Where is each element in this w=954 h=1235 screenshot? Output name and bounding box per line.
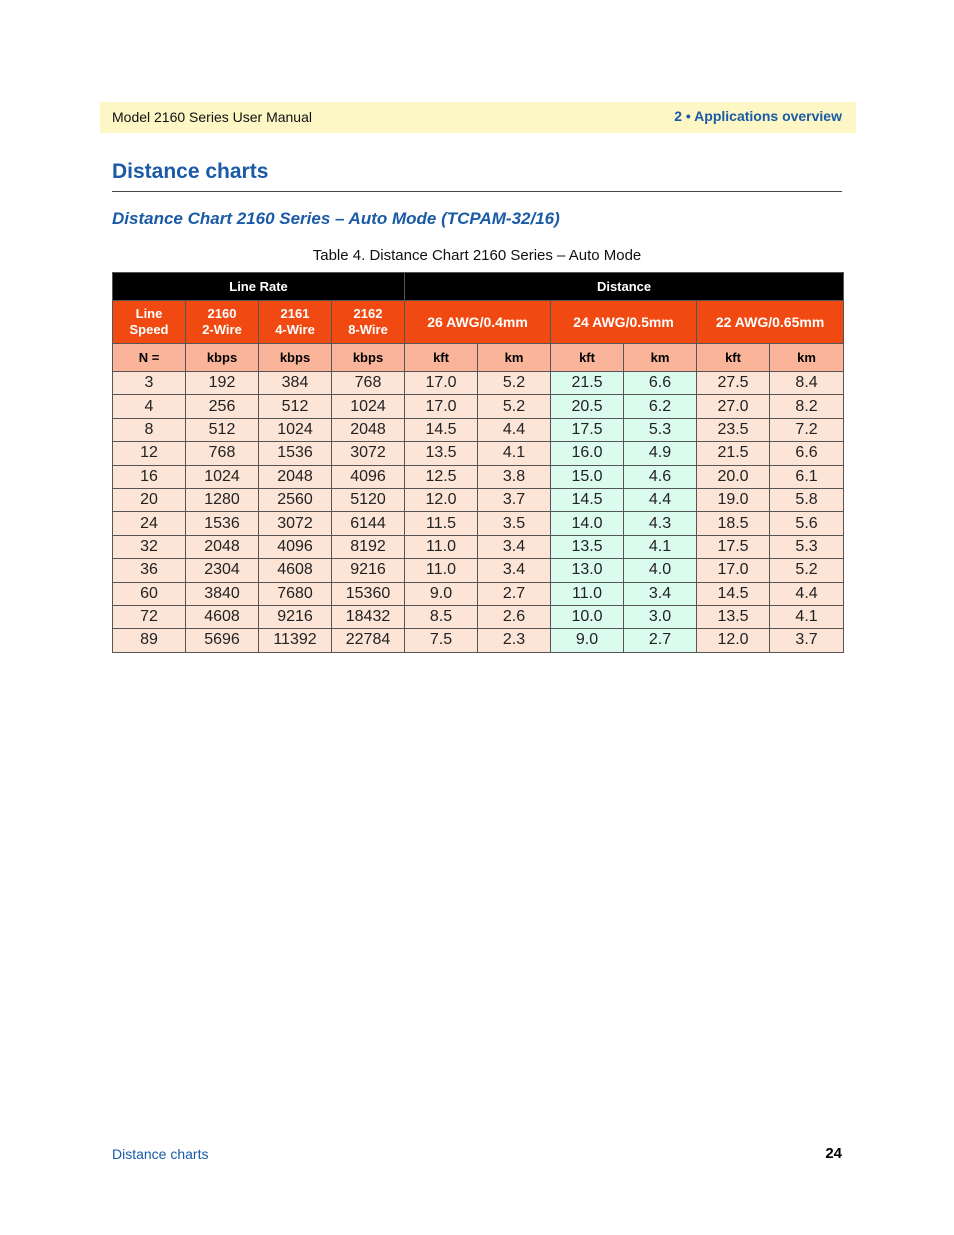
- table-cell: 2.6: [478, 605, 551, 628]
- table-cell: 13.5: [697, 605, 770, 628]
- column-header-row: [113, 301, 844, 344]
- awg24-header: 24 AWG/0.5mm: [551, 301, 697, 344]
- table-cell: 11.0: [405, 559, 478, 582]
- table-cell: 4.4: [770, 582, 844, 605]
- table-cell: 21.5: [551, 372, 624, 395]
- table-cell: 4.1: [624, 535, 697, 558]
- table-cell: 13.5: [405, 442, 478, 465]
- table-cell: 36: [113, 559, 186, 582]
- table-cell: 1024: [186, 465, 259, 488]
- table-cell: 20.0: [697, 465, 770, 488]
- table-cell: 5.2: [478, 395, 551, 418]
- table-cell: 5.2: [770, 559, 844, 582]
- chapter-link[interactable]: 2 • Applications overview: [674, 108, 842, 124]
- table-cell: 9.0: [551, 629, 624, 652]
- table-cell: 9216: [332, 559, 405, 582]
- table-row: [113, 629, 844, 652]
- model-2160-header: 2160 2-Wire: [186, 301, 259, 344]
- table-cell: 17.0: [697, 559, 770, 582]
- unit-cell: kft: [697, 344, 770, 372]
- table-cell: 6.2: [624, 395, 697, 418]
- table-cell: 18432: [332, 605, 405, 628]
- table-cell: 4608: [186, 605, 259, 628]
- table-cell: 60: [113, 582, 186, 605]
- subsection-title: Distance Chart 2160 Series – Auto Mode (TCPAM-32/16): [112, 209, 560, 228]
- table-cell: 4: [113, 395, 186, 418]
- table-cell: 8192: [332, 535, 405, 558]
- running-header: [100, 102, 856, 133]
- table-cell: 512: [259, 395, 332, 418]
- table-cell: 7.2: [770, 418, 844, 441]
- table-cell: 4.9: [624, 442, 697, 465]
- table-cell: 2048: [259, 465, 332, 488]
- table-cell: 13.5: [551, 535, 624, 558]
- table-cell: 20: [113, 488, 186, 511]
- table-cell: 4096: [259, 535, 332, 558]
- table-cell: 18.5: [697, 512, 770, 535]
- table-cell: 12.0: [697, 629, 770, 652]
- table-cell: 23.5: [697, 418, 770, 441]
- table-row: [113, 488, 844, 511]
- line-rate-header: Line Rate: [113, 273, 405, 301]
- table-cell: 11.0: [551, 582, 624, 605]
- table-cell: 5.8: [770, 488, 844, 511]
- unit-cell: kbps: [259, 344, 332, 372]
- table-cell: 19.0: [697, 488, 770, 511]
- table-cell: 3.0: [624, 605, 697, 628]
- table-cell: 6.6: [624, 372, 697, 395]
- table-cell: 15360: [332, 582, 405, 605]
- unit-cell: km: [624, 344, 697, 372]
- model-2161-header: 2161 4-Wire: [259, 301, 332, 344]
- table-row: [113, 372, 844, 395]
- unit-cell: km: [770, 344, 844, 372]
- table-cell: 9.0: [405, 582, 478, 605]
- table-cell: 7.5: [405, 629, 478, 652]
- table-cell: 21.5: [697, 442, 770, 465]
- table-cell: 17.5: [697, 535, 770, 558]
- table-cell: 11.0: [405, 535, 478, 558]
- table-cell: 7680: [259, 582, 332, 605]
- table-cell: 4.0: [624, 559, 697, 582]
- table-cell: 15.0: [551, 465, 624, 488]
- table-cell: 1536: [259, 442, 332, 465]
- table-cell: 1024: [259, 418, 332, 441]
- table-cell: 8.5: [405, 605, 478, 628]
- table-cell: 4.1: [478, 442, 551, 465]
- table-cell: 11.5: [405, 512, 478, 535]
- unit-cell: kft: [405, 344, 478, 372]
- page-number: 24: [825, 1145, 842, 1162]
- table-cell: 17.0: [405, 372, 478, 395]
- table-cell: 8: [113, 418, 186, 441]
- table-cell: 8.4: [770, 372, 844, 395]
- table-cell: 4.1: [770, 605, 844, 628]
- table-cell: 5.3: [624, 418, 697, 441]
- manual-title: Model 2160 Series User Manual: [112, 109, 312, 125]
- table-cell: 12.0: [405, 488, 478, 511]
- table-row: [113, 442, 844, 465]
- table-cell: 384: [259, 372, 332, 395]
- table-cell: 3.4: [478, 535, 551, 558]
- table-cell: 3.4: [478, 559, 551, 582]
- table-row: [113, 512, 844, 535]
- table-cell: 1536: [186, 512, 259, 535]
- table-cell: 4608: [259, 559, 332, 582]
- unit-cell: kbps: [332, 344, 405, 372]
- table-cell: 27.5: [697, 372, 770, 395]
- table-cell: 1024: [332, 395, 405, 418]
- table-cell: 256: [186, 395, 259, 418]
- footer-section-link[interactable]: Distance charts: [112, 1146, 209, 1162]
- table-cell: 27.0: [697, 395, 770, 418]
- table-cell: 17.0: [405, 395, 478, 418]
- table-cell: 2.7: [624, 629, 697, 652]
- table-row: [113, 605, 844, 628]
- table-cell: 4.3: [624, 512, 697, 535]
- table-cell: 6.6: [770, 442, 844, 465]
- group-header-row: [113, 273, 844, 301]
- table-cell: 89: [113, 629, 186, 652]
- table-cell: 1280: [186, 488, 259, 511]
- table-cell: 192: [186, 372, 259, 395]
- table-cell: 512: [186, 418, 259, 441]
- model-2162-header: 2162 8-Wire: [332, 301, 405, 344]
- table-body: [113, 372, 844, 653]
- table-cell: 2560: [259, 488, 332, 511]
- distance-header: Distance: [405, 273, 844, 301]
- unit-cell: kft: [551, 344, 624, 372]
- table-cell: 5.3: [770, 535, 844, 558]
- table-cell: 4.4: [478, 418, 551, 441]
- table-cell: 3072: [259, 512, 332, 535]
- table-row: [113, 582, 844, 605]
- section-title: Distance charts: [112, 160, 269, 183]
- table-cell: 2048: [186, 535, 259, 558]
- table-cell: 3072: [332, 442, 405, 465]
- table-cell: 24: [113, 512, 186, 535]
- table-cell: 9216: [259, 605, 332, 628]
- table-cell: 5120: [332, 488, 405, 511]
- table-cell: 17.5: [551, 418, 624, 441]
- table-row: [113, 559, 844, 582]
- line-speed-header: Line Speed: [113, 301, 186, 344]
- table-row: [113, 418, 844, 441]
- unit-row: [113, 344, 844, 372]
- table-cell: 2.7: [478, 582, 551, 605]
- table-cell: 768: [186, 442, 259, 465]
- table-cell: 6144: [332, 512, 405, 535]
- table-cell: 3840: [186, 582, 259, 605]
- table-caption: Table 4. Distance Chart 2160 Series – Auto Mode: [312, 247, 642, 264]
- unit-cell: kbps: [186, 344, 259, 372]
- table-cell: 2304: [186, 559, 259, 582]
- table-cell: 72: [113, 605, 186, 628]
- table-cell: 3.5: [478, 512, 551, 535]
- table-cell: 13.0: [551, 559, 624, 582]
- table-cell: 16.0: [551, 442, 624, 465]
- table-cell: 10.0: [551, 605, 624, 628]
- table-cell: 3.7: [478, 488, 551, 511]
- table-cell: 4096: [332, 465, 405, 488]
- table-cell: 768: [332, 372, 405, 395]
- table-cell: 11392: [259, 629, 332, 652]
- distance-table: [112, 272, 844, 653]
- unit-cell: N =: [113, 344, 186, 372]
- awg22-header: 22 AWG/0.65mm: [697, 301, 844, 344]
- table-cell: 32: [113, 535, 186, 558]
- table-cell: 2048: [332, 418, 405, 441]
- table-cell: 8.2: [770, 395, 844, 418]
- table-cell: 3.8: [478, 465, 551, 488]
- table-row: [113, 535, 844, 558]
- table-row: [113, 395, 844, 418]
- table-cell: 6.1: [770, 465, 844, 488]
- table-cell: 14.5: [551, 488, 624, 511]
- table-cell: 3: [113, 372, 186, 395]
- table-cell: 5696: [186, 629, 259, 652]
- awg26-header: 26 AWG/0.4mm: [405, 301, 551, 344]
- table-cell: 4.6: [624, 465, 697, 488]
- table-cell: 12.5: [405, 465, 478, 488]
- table-cell: 4.4: [624, 488, 697, 511]
- table-cell: 20.5: [551, 395, 624, 418]
- table-cell: 14.0: [551, 512, 624, 535]
- table-row: [113, 465, 844, 488]
- table-cell: 5.6: [770, 512, 844, 535]
- table-cell: 16: [113, 465, 186, 488]
- table-cell: 14.5: [697, 582, 770, 605]
- unit-cell: km: [478, 344, 551, 372]
- section-divider: [112, 191, 842, 192]
- table-cell: 5.2: [478, 372, 551, 395]
- table-cell: 3.7: [770, 629, 844, 652]
- table-cell: 22784: [332, 629, 405, 652]
- table-cell: 14.5: [405, 418, 478, 441]
- table-cell: 12: [113, 442, 186, 465]
- table-cell: 3.4: [624, 582, 697, 605]
- table-cell: 2.3: [478, 629, 551, 652]
